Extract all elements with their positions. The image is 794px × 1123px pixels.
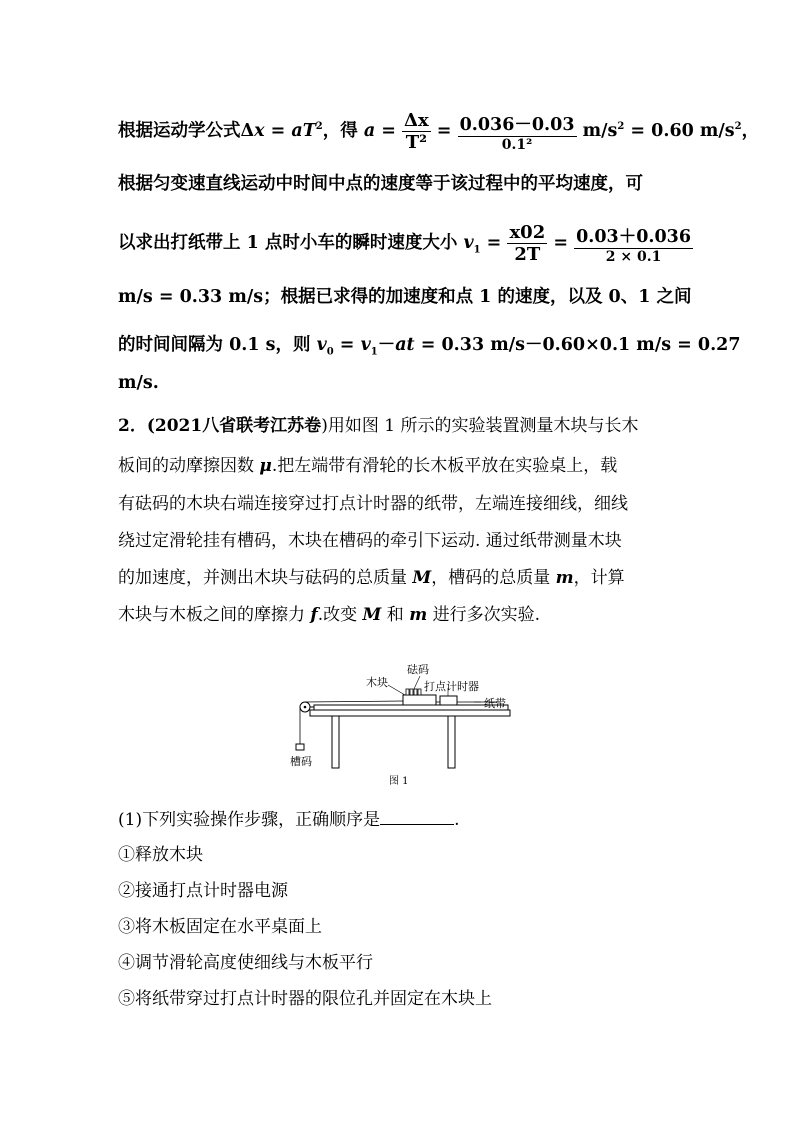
fraction-x02-2t: [507, 222, 547, 265]
numerator: x02: [509, 222, 546, 243]
var-at: at: [395, 335, 415, 355]
label-timer: 打点计时器: [424, 680, 479, 693]
solution-line-1: 根据运动学公式$\Delta x = aT^2$，得 a = $\frac{\Delta x}{\text{T²}}$ = $\frac{0.036-0.03}{\text{0.1²}}$ $m/s^2 = 0.60$ $m/s^2$，: [118, 110, 760, 153]
question-line-3: 有砝码的木块右端连接穿过打点计时器的纸带，左端连接细线，细线: [118, 494, 628, 514]
denominator: 2 × 0.1: [605, 248, 662, 265]
solution-line-2: 根据匀变速直线运动中时间中点的速度等于该过程中的平均速度，可: [118, 174, 643, 194]
step-5: ⑤将纸带穿过打点计时器的限位孔并固定在木块上: [118, 989, 492, 1009]
text: ，槽码的总质量: [431, 568, 556, 588]
eq: =: [480, 233, 508, 253]
question-line-1: [118, 411, 638, 436]
var-f: f: [310, 605, 318, 625]
fraction-values: [458, 111, 577, 153]
fraction-dx-t2: [402, 110, 431, 153]
var-aT: aT: [291, 121, 316, 141]
subscript: 0: [326, 346, 334, 358]
minus: －: [377, 335, 396, 355]
text: 根据运动学公式Δ: [118, 121, 255, 141]
step-2: ②接通打点计时器电源: [118, 881, 288, 901]
var-v: v: [360, 335, 371, 355]
numerator: Δx: [404, 110, 429, 131]
var-M: M: [412, 568, 432, 588]
text: )用如图 1 所示的实验装置测量木块与长木: [321, 416, 639, 436]
string: [305, 701, 403, 702]
answer-blank[interactable]: [380, 810, 454, 825]
step-4: ④调节滑轮高度使细线与木板平行: [118, 953, 373, 973]
exponent: 2: [315, 121, 323, 133]
fraction-values: [574, 223, 693, 265]
text: .改变: [317, 605, 363, 625]
result: = 0.60 m/s: [624, 121, 735, 141]
question-line-2: [118, 451, 617, 476]
text: 进行多次实验.: [427, 605, 540, 625]
subquestion-prompt: [118, 805, 460, 830]
text: 木块与木板之间的摩擦力: [118, 605, 311, 625]
var-mu: μ: [259, 456, 272, 476]
eq: =: [375, 121, 403, 141]
denominator: 0.1²: [501, 136, 533, 153]
text: .把左端带有滑轮的长木板平放在实验桌上，载: [271, 456, 618, 476]
label-hook-weight: 槽码: [290, 755, 312, 768]
long-board: [314, 705, 508, 710]
weights: [406, 689, 421, 695]
label-block: 木块: [366, 676, 388, 689]
solution-line-3: 以求出打纸带上 1 点时小车的瞬时速度大小 $v_1$ = $\frac{x02}{2T}$ = $\frac{0.03+0.036}{2 \times 0.1}$: [118, 222, 692, 265]
hanging-weight: [296, 744, 304, 750]
question-line-4: 绕过定滑轮挂有槽码，木块在槽码的牵引下运动. 通过纸带测量木块: [118, 531, 622, 551]
question-source: 八省联考江苏卷: [202, 416, 322, 436]
text: ，计算: [573, 568, 625, 588]
text: 板间的动摩擦因数: [118, 456, 260, 476]
solution-line-6: m/s.: [118, 373, 159, 393]
table-leg-right: [448, 716, 455, 768]
var-M: M: [362, 605, 382, 625]
text: 的加速度，并测出木块与砝码的总质量: [118, 568, 413, 588]
text: 和: [381, 605, 410, 625]
denominator: 2T: [514, 244, 541, 265]
var-m: m: [409, 605, 428, 625]
unit: m/s: [576, 121, 618, 141]
label-tape: 纸带: [484, 697, 506, 710]
question-number: 2．(2021: [118, 416, 203, 436]
numerator: 0.03＋0.036: [574, 223, 693, 249]
var-m: m: [555, 568, 574, 588]
question-line-5: [118, 563, 625, 588]
table-leg-left: [332, 716, 339, 768]
prompt-end: .: [454, 810, 460, 830]
var-x: x: [254, 121, 265, 141]
step-3: ③将木板固定在水平桌面上: [118, 917, 322, 937]
figure-apparatus: [288, 658, 514, 790]
eq: =: [264, 121, 292, 141]
var-a: a: [363, 121, 376, 141]
var-v: v: [463, 233, 474, 253]
figure-caption: 图 1: [389, 776, 409, 787]
wooden-block: [403, 695, 436, 705]
text: = 0.33 m/s－0.60×0.1 m/s = 0.27: [414, 335, 741, 355]
step-1: ①释放木块: [118, 845, 203, 865]
apparatus-drawing: [288, 658, 514, 790]
question-line-6: [118, 600, 540, 625]
subscript: 1: [473, 244, 481, 256]
dot-timer: [440, 696, 457, 705]
comma: ，: [741, 121, 760, 141]
label-weights: 砝码: [407, 663, 429, 676]
numerator: 0.036－0.03: [458, 111, 577, 137]
denominator: T²: [405, 132, 427, 153]
solution-line-5: [118, 331, 741, 358]
text: 的时间间隔为 0.1 s，则: [118, 335, 317, 355]
text: 以求出打纸带上 1 点时小车的瞬时速度大小: [118, 233, 464, 253]
text: ，得: [322, 121, 364, 141]
subscript: 1: [370, 346, 378, 358]
eq: =: [333, 335, 361, 355]
prompt-text: (1)下列实验操作步骤，正确顺序是: [118, 810, 381, 830]
var-v: v: [316, 335, 327, 355]
solution-line-4: m/s = 0.33 m/s；根据已求得的加速度和点 1 的速度，以及 0、1 之间: [118, 287, 692, 307]
table-top: [310, 710, 510, 716]
